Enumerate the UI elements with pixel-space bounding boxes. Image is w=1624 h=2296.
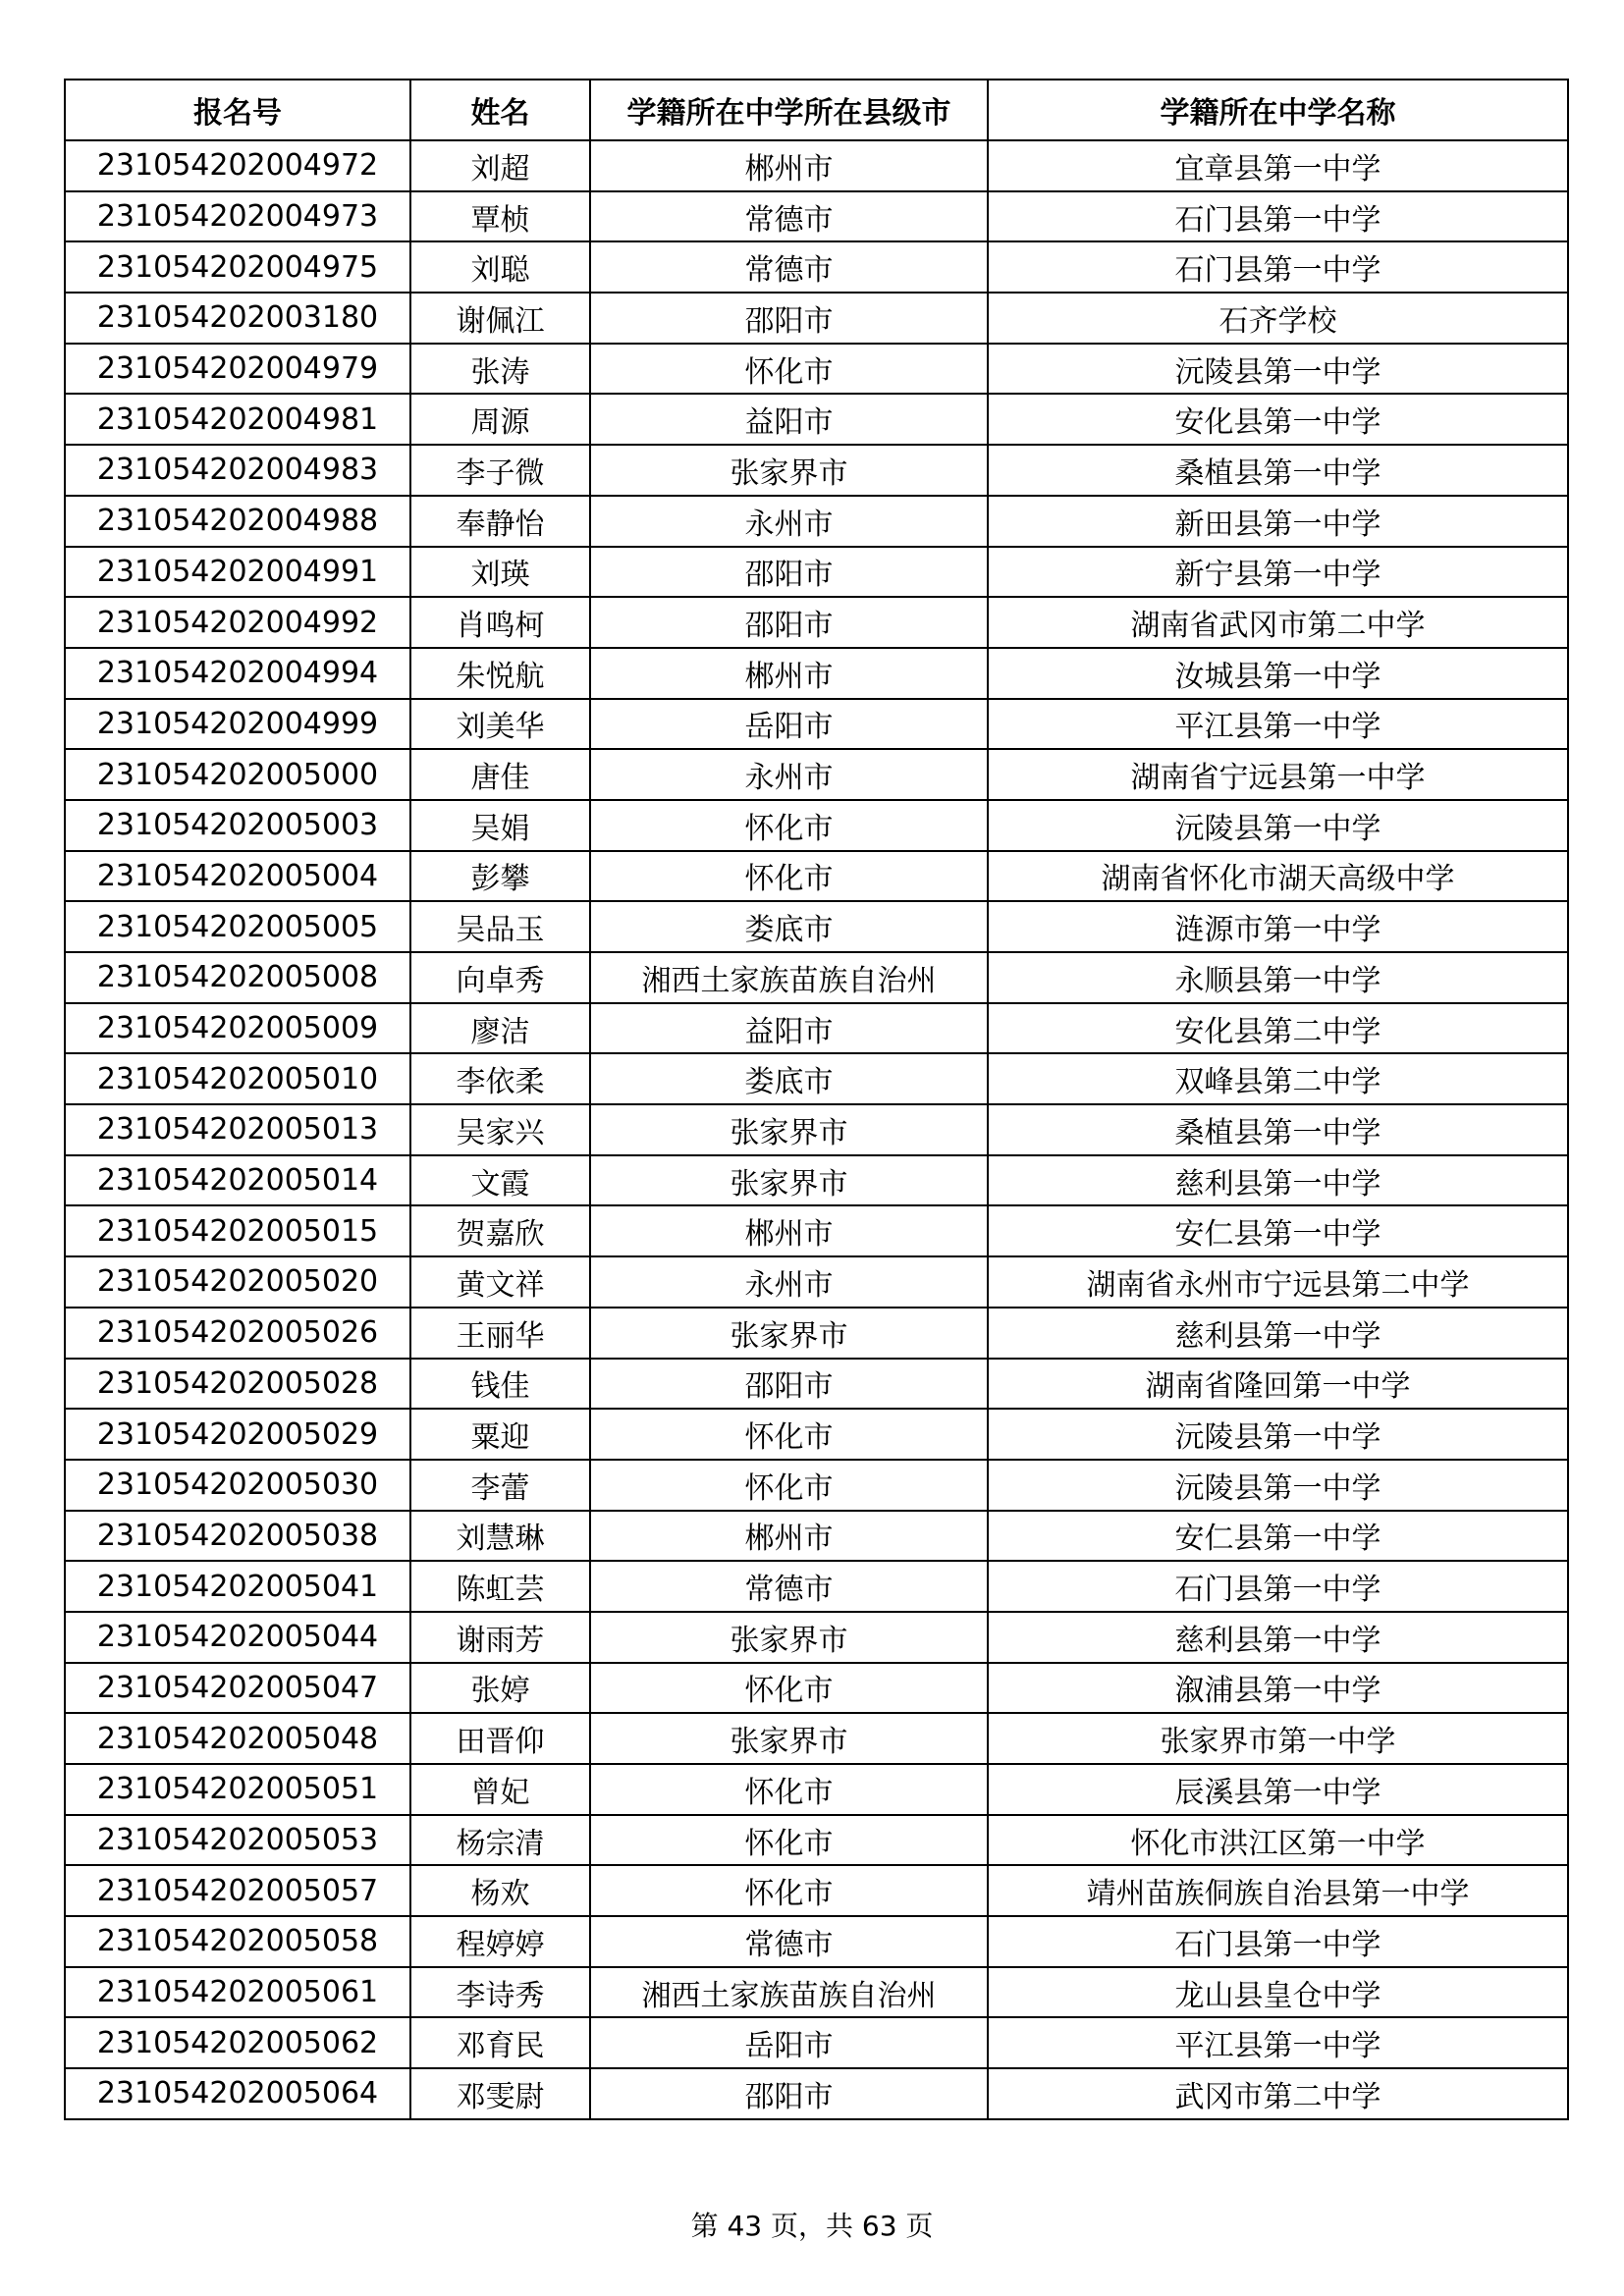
school-name-cell: 安化县第二中学 [988,1003,1568,1054]
school-name-cell: 石门县第一中学 [988,241,1568,293]
county-city-cell: 郴州市 [590,140,988,191]
name-cell: 吴品玉 [410,901,590,952]
county-city-cell: 常德市 [590,1916,988,1967]
table-row [65,901,1568,952]
county-city-cell: 张家界市 [590,1155,988,1206]
school-name-cell: 湖南省宁远县第一中学 [988,749,1568,800]
school-name-cell: 永顺县第一中学 [988,952,1568,1003]
county-city-cell: 娄底市 [590,1053,988,1104]
table-row [65,496,1568,547]
table-row [65,1815,1568,1866]
table-row [65,1205,1568,1256]
name-cell: 钱佳 [410,1359,590,1410]
registration-number-cell: 231054202005057 [65,1865,410,1916]
name-cell: 邓雯尉 [410,2068,590,2119]
school-name-cell: 慈利县第一中学 [988,1308,1568,1359]
header-school-name: 学籍所在中学名称 [988,80,1568,140]
name-cell: 覃桢 [410,191,590,242]
school-name-cell: 平江县第一中学 [988,699,1568,750]
name-cell: 李蕾 [410,1460,590,1511]
county-city-cell: 邵阳市 [590,597,988,648]
table-row [65,1561,1568,1612]
county-city-cell: 郴州市 [590,1511,988,1562]
table-row [65,1053,1568,1104]
county-city-cell: 益阳市 [590,394,988,445]
name-cell: 刘慧琳 [410,1511,590,1562]
name-cell: 谢雨芳 [410,1612,590,1663]
school-name-cell: 新田县第一中学 [988,496,1568,547]
school-name-cell: 桑植县第一中学 [988,1104,1568,1155]
county-city-cell: 岳阳市 [590,699,988,750]
registration-number-cell: 231054202005020 [65,1256,410,1308]
school-name-cell: 涟源市第一中学 [988,901,1568,952]
registration-number-cell: 231054202005051 [65,1764,410,1815]
school-name-cell: 沅陵县第一中学 [988,1460,1568,1511]
name-cell: 刘聪 [410,241,590,293]
school-name-cell: 湖南省永州市宁远县第二中学 [988,1256,1568,1308]
table-row [65,1460,1568,1511]
county-city-cell: 郴州市 [590,648,988,699]
school-name-cell: 石门县第一中学 [988,1561,1568,1612]
table-row [65,241,1568,293]
table-row [65,1003,1568,1054]
name-cell: 唐佳 [410,749,590,800]
school-name-cell: 双峰县第二中学 [988,1053,1568,1104]
table-row [65,1612,1568,1663]
name-cell: 刘超 [410,140,590,191]
county-city-cell: 永州市 [590,496,988,547]
table-row [65,191,1568,242]
table-row [65,1256,1568,1308]
name-cell: 李子微 [410,445,590,496]
registration-number-cell: 231054202004988 [65,496,410,547]
school-name-cell: 湖南省武冈市第二中学 [988,597,1568,648]
school-name-cell: 湖南省怀化市湖天高级中学 [988,851,1568,902]
registration-number-cell: 231054202005058 [65,1916,410,1967]
table-row [65,2068,1568,2119]
name-cell: 朱悦航 [410,648,590,699]
school-name-cell: 沅陵县第一中学 [988,344,1568,395]
registration-number-cell: 231054202004999 [65,699,410,750]
name-cell: 王丽华 [410,1308,590,1359]
school-name-cell: 怀化市洪江区第一中学 [988,1815,1568,1866]
school-name-cell: 张家界市第一中学 [988,1713,1568,1764]
county-city-cell: 常德市 [590,241,988,293]
registration-number-cell: 231054202004975 [65,241,410,293]
registration-number-cell: 231054202005005 [65,901,410,952]
county-city-cell: 邵阳市 [590,2068,988,2119]
table-row [65,800,1568,851]
registration-number-cell: 231054202003180 [65,293,410,344]
county-city-cell: 邵阳市 [590,1359,988,1410]
county-city-cell: 怀化市 [590,1409,988,1460]
name-cell: 李诗秀 [410,1967,590,2018]
admission-table [64,79,1569,2120]
school-name-cell: 沅陵县第一中学 [988,1409,1568,1460]
registration-number-cell: 231054202005064 [65,2068,410,2119]
registration-number-cell: 231054202005009 [65,1003,410,1054]
school-name-cell: 石门县第一中学 [988,1916,1568,1967]
registration-number-cell: 231054202005008 [65,952,410,1003]
name-cell: 吴家兴 [410,1104,590,1155]
registration-number-cell: 231054202005062 [65,2017,410,2068]
name-cell: 杨欢 [410,1865,590,1916]
table-row [65,1359,1568,1410]
registration-number-cell: 231054202004992 [65,597,410,648]
registration-number-cell: 231054202005026 [65,1308,410,1359]
table-row [65,1916,1568,1967]
table-row [65,547,1568,598]
county-city-cell: 怀化市 [590,800,988,851]
table-row [65,1104,1568,1155]
registration-number-cell: 231054202005010 [65,1053,410,1104]
table-row [65,1663,1568,1714]
name-cell: 张涛 [410,344,590,395]
school-name-cell: 溆浦县第一中学 [988,1663,1568,1714]
registration-number-cell: 231054202005048 [65,1713,410,1764]
county-city-cell: 常德市 [590,1561,988,1612]
name-cell: 刘美华 [410,699,590,750]
school-name-cell: 慈利县第一中学 [988,1155,1568,1206]
table-row [65,1713,1568,1764]
name-cell: 邓育民 [410,2017,590,2068]
registration-number-cell: 231054202005044 [65,1612,410,1663]
registration-number-cell: 231054202005047 [65,1663,410,1714]
school-name-cell: 龙山县皇仓中学 [988,1967,1568,2018]
county-city-cell: 益阳市 [590,1003,988,1054]
county-city-cell: 张家界市 [590,1104,988,1155]
name-cell: 李依柔 [410,1053,590,1104]
name-cell: 粟迎 [410,1409,590,1460]
school-name-cell: 辰溪县第一中学 [988,1764,1568,1815]
registration-number-cell: 231054202005003 [65,800,410,851]
table-row [65,952,1568,1003]
name-cell: 贺嘉欣 [410,1205,590,1256]
registration-number-cell: 231054202004979 [65,344,410,395]
name-cell: 彭攀 [410,851,590,902]
school-name-cell: 宜章县第一中学 [988,140,1568,191]
registration-number-cell: 231054202005038 [65,1511,410,1562]
registration-number-cell: 231054202004983 [65,445,410,496]
table-row [65,1764,1568,1815]
registration-number-cell: 231054202005004 [65,851,410,902]
table-row [65,1155,1568,1206]
registration-number-cell: 231054202005029 [65,1409,410,1460]
school-name-cell: 安仁县第一中学 [988,1205,1568,1256]
school-name-cell: 慈利县第一中学 [988,1612,1568,1663]
county-city-cell: 邵阳市 [590,547,988,598]
registration-number-cell: 231054202004981 [65,394,410,445]
name-cell: 陈虹芸 [410,1561,590,1612]
name-cell: 程婷婷 [410,1916,590,1967]
table-row [65,1865,1568,1916]
table-row [65,749,1568,800]
county-city-cell: 怀化市 [590,344,988,395]
school-name-cell: 沅陵县第一中学 [988,800,1568,851]
name-cell: 杨宗清 [410,1815,590,1866]
name-cell: 肖鸣柯 [410,597,590,648]
registration-number-cell: 231054202005041 [65,1561,410,1612]
registration-number-cell: 231054202005000 [65,749,410,800]
county-city-cell: 湘西土家族苗族自治州 [590,1967,988,2018]
name-cell: 文霞 [410,1155,590,1206]
registration-number-cell: 231054202005013 [65,1104,410,1155]
registration-number-cell: 231054202005015 [65,1205,410,1256]
name-cell: 曾妃 [410,1764,590,1815]
school-name-cell: 石门县第一中学 [988,191,1568,242]
county-city-cell: 张家界市 [590,1612,988,1663]
header-registration-number: 报名号 [65,80,410,140]
table-row [65,699,1568,750]
school-name-cell: 桑植县第一中学 [988,445,1568,496]
school-name-cell: 武冈市第二中学 [988,2068,1568,2119]
registration-number-cell: 231054202004994 [65,648,410,699]
county-city-cell: 岳阳市 [590,2017,988,2068]
county-city-cell: 张家界市 [590,445,988,496]
registration-number-cell: 231054202005053 [65,1815,410,1866]
county-city-cell: 常德市 [590,191,988,242]
name-cell: 刘瑛 [410,547,590,598]
county-city-cell: 娄底市 [590,901,988,952]
county-city-cell: 张家界市 [590,1308,988,1359]
name-cell: 黄文祥 [410,1256,590,1308]
name-cell: 张婷 [410,1663,590,1714]
county-city-cell: 怀化市 [590,1460,988,1511]
name-cell: 谢佩江 [410,293,590,344]
county-city-cell: 怀化市 [590,1815,988,1866]
table-row [65,648,1568,699]
school-name-cell: 湖南省隆回第一中学 [988,1359,1568,1410]
county-city-cell: 怀化市 [590,1764,988,1815]
registration-number-cell: 231054202004991 [65,547,410,598]
school-name-cell: 新宁县第一中学 [988,547,1568,598]
table-row [65,1308,1568,1359]
name-cell: 奉静怡 [410,496,590,547]
table-row [65,344,1568,395]
table-row [65,445,1568,496]
county-city-cell: 郴州市 [590,1205,988,1256]
school-name-cell: 安化县第一中学 [988,394,1568,445]
name-cell: 周源 [410,394,590,445]
registration-number-cell: 231054202005061 [65,1967,410,2018]
registration-number-cell: 231054202004973 [65,191,410,242]
table-row [65,394,1568,445]
header-name: 姓名 [410,80,590,140]
county-city-cell: 邵阳市 [590,293,988,344]
county-city-cell: 怀化市 [590,851,988,902]
registration-number-cell: 231054202005028 [65,1359,410,1410]
registration-number-cell: 231054202005030 [65,1460,410,1511]
name-cell: 廖洁 [410,1003,590,1054]
county-city-cell: 湘西土家族苗族自治州 [590,952,988,1003]
table-row [65,293,1568,344]
county-city-cell: 张家界市 [590,1713,988,1764]
header-row [65,80,1568,140]
table-row [65,2017,1568,2068]
county-city-cell: 怀化市 [590,1865,988,1916]
header-county-city: 学籍所在中学所在县级市 [590,80,988,140]
county-city-cell: 怀化市 [590,1663,988,1714]
school-name-cell: 汝城县第一中学 [988,648,1568,699]
county-city-cell: 永州市 [590,1256,988,1308]
registration-number-cell: 231054202005014 [65,1155,410,1206]
school-name-cell: 靖州苗族侗族自治县第一中学 [988,1865,1568,1916]
county-city-cell: 永州市 [590,749,988,800]
registration-number-cell: 231054202004972 [65,140,410,191]
table-row [65,597,1568,648]
name-cell: 向卓秀 [410,952,590,1003]
name-cell: 吴娟 [410,800,590,851]
school-name-cell: 安仁县第一中学 [988,1511,1568,1562]
name-cell: 田晋仰 [410,1713,590,1764]
table-row [65,140,1568,191]
table-row [65,851,1568,902]
table-row [65,1967,1568,2018]
page-footer: 第 43 页，共 63 页 [690,2210,934,2242]
table-row [65,1409,1568,1460]
school-name-cell: 石齐学校 [988,293,1568,344]
table-row [65,1511,1568,1562]
school-name-cell: 平江县第一中学 [988,2017,1568,2068]
